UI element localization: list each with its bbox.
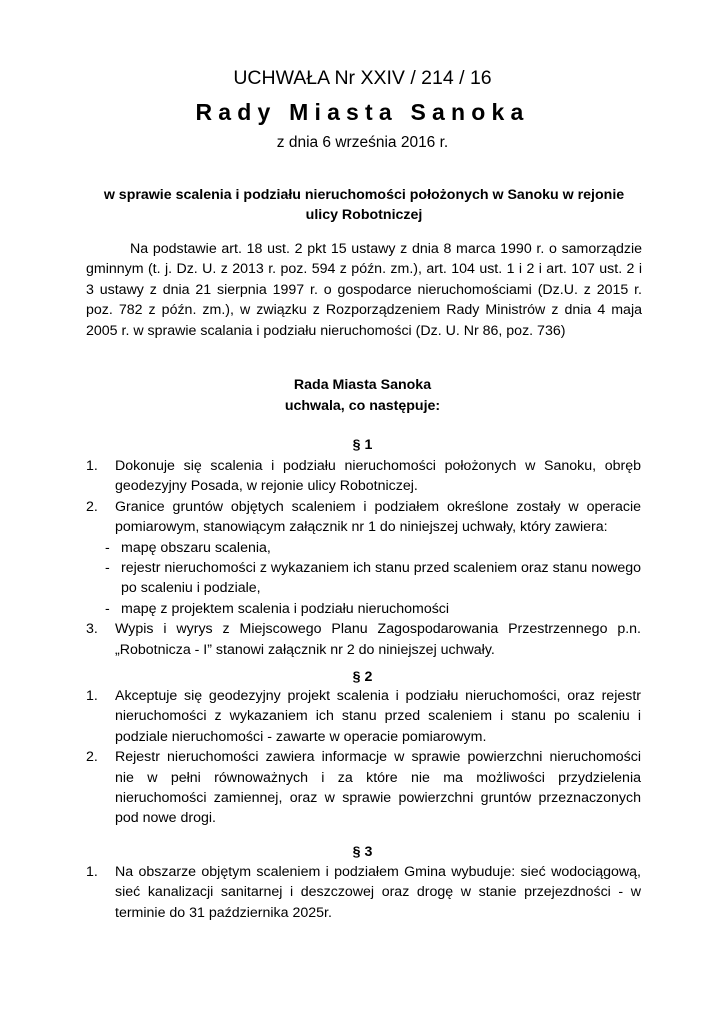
list-item [86,747,641,829]
sub-list-item [105,558,641,599]
dash-bullet: - [105,560,110,577]
preamble-text: Na podstawie art. 18 ust. 2 pkt 15 ustawy z dnia 8 marca 1990 r. o samorządzie gminnym (t. j. Dz. U. z 2013 r. poz. 594 z późn. zm.), art. 104 ust. 1 i 2 i art. 107 ust. 2 i 3 ustawy z dnia 21 sierpnia 1997 r. o gospodarce nieruchomościami (Dz.U. z 2015 r. poz. 782 z późn. zm.), w związku z Rozporządzeniem Rady Ministrów z dnia 4 maja 2005 r. w sprawie scalania i podziału nieruchomości (Dz. U. Nr 86, poz. 736) [86,241,642,339]
sub-item-text: mapę z projektem scalenia i podziału nieruchomości [121,600,450,617]
council-name: Rada Miasta Sanoka [293,377,432,393]
item-number: 1. [86,458,98,474]
council-decision-heading [0,375,725,417]
list-item [86,497,641,619]
resolution-subject: w sprawie scalenia i podziału nieruchomości położonych w Sanoku w rejonie ulicy Robotniczej [103,187,625,223]
item-text: Rejestr nieruchomości zawiera informacje w sprawie powierzchni nieruchomości nie w pełni równoważnych i za które nie ma możliwości przydzielenia nieruchomości zamiennej, oraz w sprawie powierzchni gruntów przeznaczonych pod nowe drogi. [115,749,641,827]
item-text: Dokonuje się scalenia i podziału nieruchomości położonych w Sanoku, obręb geodezyjny Posada, w rejonie ulicy Robotniczej. [115,458,641,495]
section-heading-3: § 3 [352,844,373,860]
list-item [86,862,641,923]
council-name-title: Rady Miasta Sanoka [195,99,530,125]
item-text: Na obszarze objętym scaleniem i podziałem Gmina wybuduje: sieć wodociągową, sieć kanalizacji sanitarnej i deszczowej oraz drogę w stanie przejezdności - w terminie do 31 października 2025r. [115,864,641,921]
council-resolves: uchwala, co następuje: [284,398,441,414]
item-number: 2. [86,749,98,766]
item-number: 2. [86,498,98,515]
section-3-list [86,862,641,923]
list-item [86,619,641,660]
sub-item-text: mapę obszaru scalenia, [121,539,271,556]
legal-basis-preamble [86,239,642,341]
resolution-date: z dnia 6 września 2016 r. [276,134,449,151]
item-text: Wypis i wyrys z Miejscowego Planu Zagospodarowania Przestrzennego p.n. „Robotnicza - I” stanowi załącznik nr 2 do niniejszej uchwały. [115,621,641,658]
item-text: Granice gruntów objętych scaleniem i podziałem określone zostały w operacie pomiarowym, stanowiącym załącznik nr 1 do niniejszej uchwały, który zawiera: [115,498,641,536]
item-number: 1. [86,864,98,880]
sub-list-item [105,599,641,619]
dash-bullet: - [105,600,110,617]
list-item [86,686,641,747]
list-item [86,456,641,497]
sub-list-item [105,538,641,558]
section-2-list [86,686,641,829]
item-number: 3. [86,621,98,638]
dash-bullet: - [105,539,110,556]
section-heading-2: § 2 [352,669,373,685]
resolution-number: UCHWAŁA Nr XXIV / 214 / 16 [233,67,492,89]
item-text: Akceptuje się geodezyjny projekt scalenia i podziału nieruchomości, oraz rejestr nieruchomości z wykazaniem ich stanu przed scaleniem i stanu po scaleniu i podziale nieruchomości - zawarte w operacie pomiarowym. [115,688,641,745]
item-number: 1. [86,688,98,704]
section-heading-1: § 1 [352,437,373,453]
section-1-list [86,456,641,660]
sub-item-text: rejestr nieruchomości z wykazaniem ich stanu przed scaleniem oraz stanu nowego po scaleniu i podziale, [121,560,641,597]
